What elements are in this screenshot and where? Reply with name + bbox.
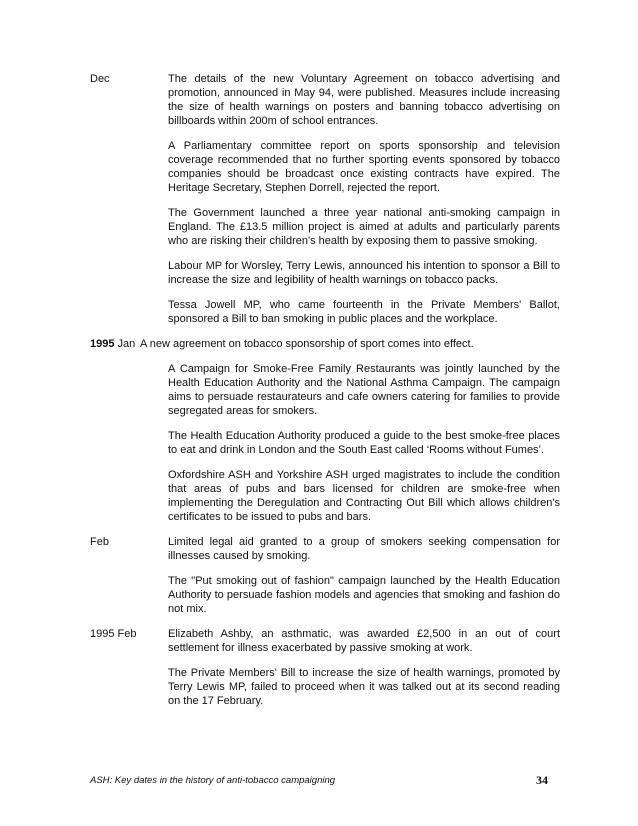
- entry-text: The "Put smoking out of fashion" campaign launched by the Health Education Authority to persuade fashion models and agencies that smoking and fashion do not mix.: [168, 575, 560, 615]
- entry-text: A Parliamentary committee report on sports sponsorship and television coverage recommended that no further sporting events sponsored by tobacco companies should be broadcast once existing contracts have expired. The Heritage Secretary, Stephen Dorrell, rejected the report.: [168, 140, 560, 194]
- timeline-entry: [90, 206, 560, 248]
- entry-text: Elizabeth Ashby, an asthmatic, was awarded £2,500 in an out of court settlement for illness exacerbated by passive smoking at work.: [168, 628, 560, 654]
- entry-date: Feb: [90, 536, 109, 548]
- timeline-entry: [90, 574, 560, 616]
- entry-text: Oxfordshire ASH and Yorkshire ASH urged magistrates to include the condition that areas of pubs and bars licensed for children are smoke-free when implementing the Deregulation and Contracting Out Bill which allows children's certificates to be issued to pubs and bars.: [168, 469, 560, 523]
- timeline-entry: [90, 259, 560, 287]
- timeline-entries: [90, 72, 560, 719]
- timeline-entry: [90, 298, 560, 326]
- page-footer: [90, 773, 548, 789]
- entry-text: Labour MP for Worsley, Terry Lewis, announced his intention to sponsor a Bill to increase the size and legibility of health warnings on tobacco packs.: [168, 260, 560, 286]
- timeline-entry: [90, 666, 560, 708]
- entry-text: The Health Education Authority produced a guide to the best smoke-free places to eat and drink in London and the South East called ‘Rooms without Fumes’.: [168, 430, 560, 456]
- timeline-entry: [90, 72, 560, 128]
- page-number: 34: [536, 773, 548, 787]
- timeline-entry: [90, 535, 560, 563]
- entry-text: The Private Members' Bill to increase the size of health warnings, promoted by Terry Lewis MP, failed to proceed when it was talked out at its second reading on the 17 February.: [168, 667, 560, 707]
- entry-text: Limited legal aid granted to a group of smokers seeking compensation for illnesses caused by smoking.: [168, 536, 560, 562]
- entry-text: A new agreement on tobacco sponsorship of sport comes into effect.: [140, 338, 474, 350]
- entry-date: 1995 Feb: [90, 628, 137, 640]
- entry-date: 1995 Jan: [90, 338, 136, 350]
- footer-title: ASH: Key dates in the history of anti-tobacco campaigning: [90, 775, 336, 786]
- entry-text: A Campaign for Smoke-Free Family Restaurants was jointly launched by the Health Education Authority and the National Asthma Campaign. The campaign aims to persuade restaurateurs and cafe owners catering for families to provide segregated areas for smokers.: [168, 363, 560, 417]
- timeline-entry: [90, 429, 560, 457]
- entry-date: Dec: [90, 73, 110, 85]
- timeline-entry: [90, 139, 560, 195]
- timeline-entry: [90, 337, 560, 351]
- timeline-entry: [90, 362, 560, 418]
- timeline-entry: [90, 468, 560, 524]
- entry-text: The details of the new Voluntary Agreement on tobacco advertising and promotion, announced in May 94, were published. Measures include increasing the size of health warnings on posters and banning tobacco advertising on billboards within 200m of school entrances.: [168, 73, 560, 127]
- entry-text: The Government launched a three year national anti-smoking campaign in England. The £13.5 million project is aimed at adults and particularly parents who are risking their children's health by exposing them to passive smoking.: [168, 207, 560, 247]
- entry-text: Tessa Jowell MP, who came fourteenth in the Private Members' Ballot, sponsored a Bill to ban smoking in public places and the workplace.: [168, 299, 560, 325]
- timeline-entry: [90, 627, 560, 655]
